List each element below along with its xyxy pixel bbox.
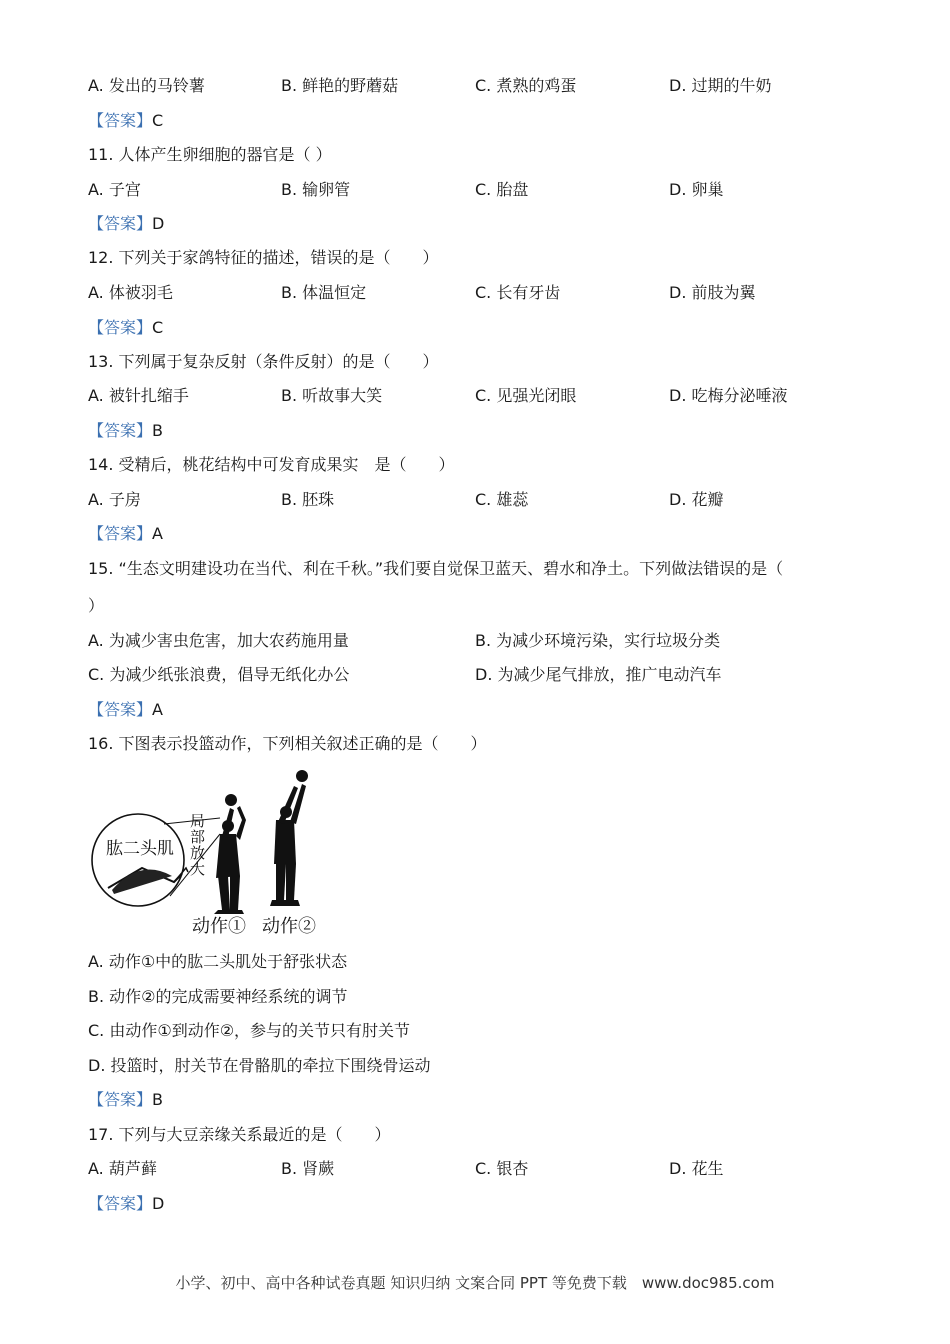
q11-stem: 11. 人体产生卵细胞的器官是（ ） (88, 145, 332, 164)
q11-answer (88, 214, 164, 234)
q15-option-d: D. 为减少尾气排放，推广电动汽车 (475, 665, 722, 684)
answer-value: B (152, 421, 163, 440)
q16-answer (88, 1090, 163, 1110)
q15-option-b: B. 为减少环境污染，实行垃圾分类 (475, 631, 721, 650)
q14-option-a: A. 子房 (88, 490, 141, 509)
q13-option-a: A. 被针扎缩手 (88, 386, 189, 405)
answer-tag: 【答案】 (88, 421, 153, 440)
q10-option-d: D. 过期的牛奶 (669, 76, 772, 95)
answer-value: C (152, 111, 164, 130)
answer-tag: 【答案】 (88, 700, 153, 719)
q13-answer (88, 421, 163, 441)
action-1-label: 动作① (192, 916, 246, 936)
answer-value: D (152, 214, 165, 233)
player-action-1 (214, 794, 246, 914)
q12-option-d: D. 前肢为翼 (669, 283, 756, 302)
muscle-label: 肱二头肌 (106, 839, 174, 858)
basketball-2 (296, 770, 308, 782)
q12-option-b: B. 体温恒定 (281, 283, 367, 302)
q15-option-a: A. 为减少害虫危害，加大农药施用量 (88, 631, 349, 650)
q12-option-a: A. 体被羽毛 (88, 283, 173, 302)
q16-option-b: B. 动作②的完成需要神经系统的调节 (88, 987, 348, 1006)
q13-option-b: B. 听故事大笑 (281, 386, 383, 405)
q11-option-b: B. 输卵管 (281, 180, 351, 199)
answer-value: A (152, 700, 163, 719)
action-2-label: 动作② (262, 916, 316, 936)
q10-option-a: A. 发出的马铃薯 (88, 76, 205, 95)
q11-option-c: C. 胎盘 (475, 180, 529, 199)
zoom-label: 局部放大 (190, 813, 206, 878)
answer-tag: 【答案】 (88, 318, 153, 337)
q12-stem: 12. 下列关于家鸽特征的描述，错误的是（ ） (88, 248, 439, 267)
q10-option-c: C. 煮熟的鸡蛋 (475, 76, 577, 95)
basketball-1 (225, 794, 237, 806)
q13-option-c: C. 见强光闭眼 (475, 386, 577, 405)
answer-tag: 【答案】 (88, 1090, 153, 1109)
q17-stem: 17. 下列与大豆亲缘关系最近的是（ ） (88, 1125, 391, 1144)
q13-stem: 13. 下列属于复杂反射（条件反射）的是（ ） (88, 352, 439, 371)
q12-option-c: C. 长有牙齿 (475, 283, 561, 302)
answer-value: D (152, 1194, 165, 1213)
answer-tag: 【答案】 (88, 1194, 153, 1213)
q17-answer (88, 1194, 164, 1214)
q17-option-b: B. 肾蕨 (281, 1159, 335, 1178)
q15-option-c: C. 为减少纸张浪费，倡导无纸化办公 (88, 665, 350, 684)
q17-option-d: D. 花生 (669, 1159, 724, 1178)
q17-option-a: A. 葫芦藓 (88, 1159, 157, 1178)
q13-option-d: D. 吃梅分泌唾液 (669, 386, 788, 405)
answer-value: A (152, 524, 163, 543)
q11-option-d: D. 卵巢 (669, 180, 724, 199)
q16-stem: 16. 下图表示投篮动作，下列相关叙述正确的是（ ） (88, 734, 487, 753)
q16-option-d: D. 投篮时，肘关节在骨骼肌的牵拉下围绕骨运动 (88, 1056, 431, 1075)
q14-option-d: D. 花瓣 (669, 490, 724, 509)
answer-value: B (152, 1090, 163, 1109)
q11-option-a: A. 子宫 (88, 180, 141, 199)
zoom-circle (92, 814, 184, 906)
basketball-shooting-figure (90, 764, 330, 944)
q15-stem-line1: 15. “生态文明建设功在当代、利在千秋。”我们要自觉保卫蓝天、碧水和净土。下列做法错误的是（ (88, 559, 784, 578)
q15-stem-line2: ） (88, 596, 105, 615)
answer-value: C (152, 318, 164, 337)
answer-tag: 【答案】 (88, 524, 153, 543)
q16-option-a: A. 动作①中的肱二头肌处于舒张状态 (88, 952, 348, 971)
answer-tag: 【答案】 (88, 214, 153, 233)
q12-answer (88, 318, 163, 338)
q10-answer (88, 111, 163, 131)
q17-option-c: C. 银杏 (475, 1159, 529, 1178)
biceps-muscle (112, 870, 172, 894)
q10-option-b: B. 鲜艳的野蘑菇 (281, 76, 399, 95)
q14-answer (88, 524, 163, 544)
q14-option-b: B. 胚珠 (281, 490, 335, 509)
q15-answer (88, 700, 163, 720)
player-action-2 (270, 770, 308, 906)
q16-option-c: C. 由动作①到动作②，参与的关节只有肘关节 (88, 1021, 411, 1040)
page-footer: 小学、初中、高中各种试卷真题 知识归纳 文案合同 PPT 等免费下载 www.doc985.com (175, 1274, 775, 1292)
q14-option-c: C. 雄蕊 (475, 490, 529, 509)
q14-stem: 14. 受精后，桃花结构中可发育成果实 是（ ） (88, 455, 455, 474)
answer-tag: 【答案】 (88, 111, 153, 130)
